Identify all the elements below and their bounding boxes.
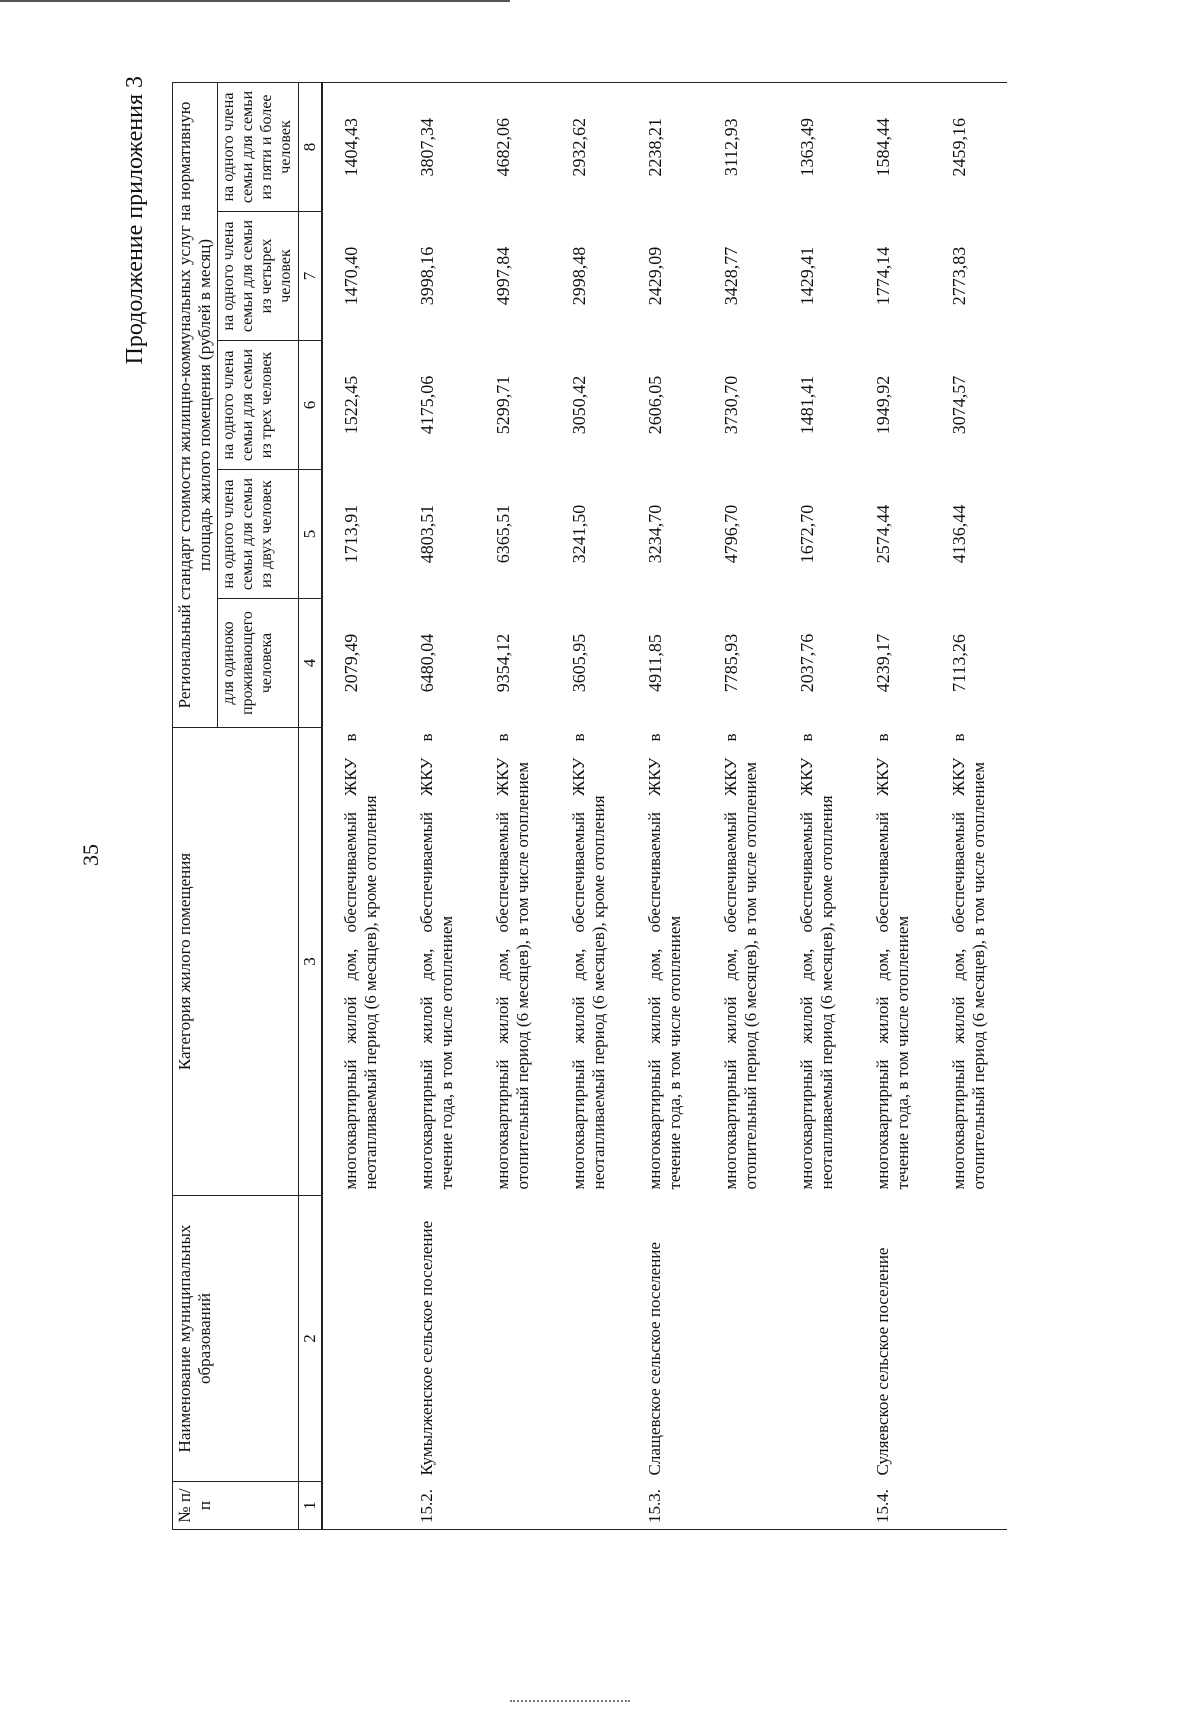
value-family-4: 4997,84 [492, 246, 513, 306]
column-number: 6 [298, 341, 322, 470]
value-family-5plus: 3112,93 [703, 82, 779, 211]
column-number: 3 [298, 728, 322, 1196]
value-single: 9354,12 [492, 633, 513, 693]
header-sub: на одного члена семьи для семьи из двух человек [218, 470, 299, 599]
value-family-3: 3050,42 [568, 375, 589, 435]
value-family-5plus: 1584,44 [855, 82, 931, 211]
value-family-4: 3428,77 [721, 246, 742, 306]
value-single: 2037,76 [797, 633, 818, 693]
value-family-2: 3241,50 [568, 504, 589, 564]
value-family-4: 1429,41 [797, 246, 818, 306]
header-standard: Региональный стандарт стоимости жилищно-коммунальных услуг на нормативную площадь жилого помещения (рублей в месяц) [173, 82, 218, 727]
value-family-2: 2574,44 [873, 504, 894, 564]
value-family-4: 1470,40 [340, 246, 361, 306]
header-sub: для одиноко проживающего человека [218, 599, 299, 728]
municipality-name: Суляевское сельское поселение [873, 1247, 893, 1476]
value-family-5plus: 2932,62 [551, 82, 627, 211]
table-row [627, 82, 703, 1529]
value-family-5plus: 3807,34 [399, 82, 475, 211]
value-family-3: 1949,92 [873, 375, 894, 435]
header-sub: на одного члена семьи для семьи из трех человек [218, 341, 299, 470]
value-family-3: 1522,45 [340, 375, 361, 435]
municipality-name [779, 1196, 855, 1482]
housing-category: многоквартирный жилой дом, обеспечиваемый ЖКУ в неотапливаемый период (6 месяцев), кроме отопления [340, 733, 380, 1190]
value-family-5plus: 1404,43 [322, 82, 399, 211]
row-num [475, 1482, 551, 1530]
table-row [703, 82, 779, 1529]
value-family-3: 3730,70 [721, 375, 742, 435]
value-family-3: 4175,06 [416, 375, 437, 435]
municipality-name [931, 1196, 1007, 1482]
housing-category: многоквартирный жилой дом, обеспечиваемый ЖКУ в отопительный период (6 месяцев), в том числе отоплением [949, 733, 989, 1190]
housing-category: многоквартирный жилой дом, обеспечиваемый ЖКУ в отопительный период (6 месяцев), в том числе отоплением [721, 733, 761, 1190]
value-single: 4911,85 [645, 634, 666, 692]
housing-category: многоквартирный жилой дом, обеспечиваемый ЖКУ в неотапливаемый период (6 месяцев), кроме отопления [568, 733, 608, 1190]
value-family-2: 4136,44 [949, 504, 970, 564]
value-family-3: 5299,71 [492, 375, 513, 435]
row-num: 15.3. [627, 1482, 703, 1530]
value-family-2: 3234,70 [645, 504, 666, 564]
value-family-5plus: 4682,06 [475, 82, 551, 211]
value-family-3: 3074,57 [949, 375, 970, 435]
value-single: 2079,49 [340, 633, 361, 693]
housing-category: многоквартирный жилой дом, обеспечиваемый ЖКУ в неотапливаемый период (6 месяцев), кроме отопления [797, 733, 837, 1190]
table-row [551, 82, 627, 1529]
value-single: 6480,04 [416, 633, 437, 693]
value-family-5plus: 2459,16 [931, 82, 1007, 211]
value-family-2: 1713,91 [340, 504, 361, 564]
page-number: 35 [78, 844, 103, 866]
municipality-name: Кумылженское сельское поселение [416, 1220, 436, 1476]
value-single: 3605,95 [568, 633, 589, 693]
table-row [399, 82, 475, 1529]
row-num [322, 1482, 399, 1530]
appendix-title: Продолжение приложения 3 [122, 76, 148, 365]
municipality-name: Слащевское сельское поселение [645, 1242, 665, 1476]
value-family-2: 1672,70 [797, 504, 818, 564]
column-number: 1 [298, 1482, 322, 1530]
housing-category: многоквартирный жилой дом, обеспечиваемый ЖКУ в течение года, в том числе отоплением [416, 733, 456, 1190]
municipality-name [475, 1196, 551, 1482]
value-family-2: 6365,51 [492, 504, 513, 564]
row-num [703, 1482, 779, 1530]
value-family-4: 2998,48 [568, 246, 589, 306]
row-num [779, 1482, 855, 1530]
row-num: 15.4. [855, 1482, 931, 1530]
header-sub: на одного члена семьи для семьи из пяти и более человек [218, 82, 299, 211]
column-number: 8 [298, 82, 322, 211]
value-family-2: 4796,70 [721, 504, 742, 564]
table-body [322, 82, 1008, 1529]
value-family-5plus: 1363,49 [779, 82, 855, 211]
housing-category: многоквартирный жилой дом, обеспечиваемый ЖКУ в течение года, в том числе отоплением [873, 733, 913, 1190]
value-family-4: 2773,83 [949, 246, 970, 306]
column-number: 5 [298, 470, 322, 599]
column-number: 7 [298, 212, 322, 341]
value-family-3: 1481,41 [797, 375, 818, 435]
table-row [322, 82, 399, 1529]
value-family-4: 3998,16 [416, 246, 437, 306]
table-header [173, 82, 322, 1529]
row-num [931, 1482, 1007, 1530]
value-single: 7113,26 [949, 634, 970, 692]
row-num [551, 1482, 627, 1530]
value-family-4: 2429,09 [645, 246, 666, 306]
value-family-3: 2606,05 [645, 375, 666, 435]
value-family-4: 1774,14 [873, 246, 894, 306]
header-sub: на одного члена семьи для семьи из четырех человек [218, 212, 299, 341]
table-row [475, 82, 551, 1529]
table-row [855, 82, 931, 1529]
value-family-2: 4803,51 [416, 504, 437, 564]
header-name: Наименование муниципальных образований [173, 1196, 299, 1482]
row-num: 15.2. [399, 1482, 475, 1530]
housing-cost-table [172, 82, 1007, 1530]
table-row [779, 82, 855, 1529]
value-single: 7785,93 [721, 633, 742, 693]
value-family-5plus: 2238,21 [627, 82, 703, 211]
column-number: 4 [298, 599, 322, 728]
table-row [931, 82, 1007, 1529]
column-number: 2 [298, 1196, 322, 1482]
municipality-name [551, 1196, 627, 1482]
value-single: 4239,17 [873, 633, 894, 693]
municipality-name [322, 1196, 399, 1482]
header-num: № п/п [173, 1482, 299, 1530]
housing-category: многоквартирный жилой дом, обеспечиваемый ЖКУ в течение года, в том числе отоплением [645, 733, 685, 1190]
housing-category: многоквартирный жилой дом, обеспечиваемый ЖКУ в отопительный период (6 месяцев), в том числе отоплением [492, 733, 532, 1190]
header-category: Категория жилого помещения [173, 728, 299, 1196]
municipality-name [703, 1196, 779, 1482]
